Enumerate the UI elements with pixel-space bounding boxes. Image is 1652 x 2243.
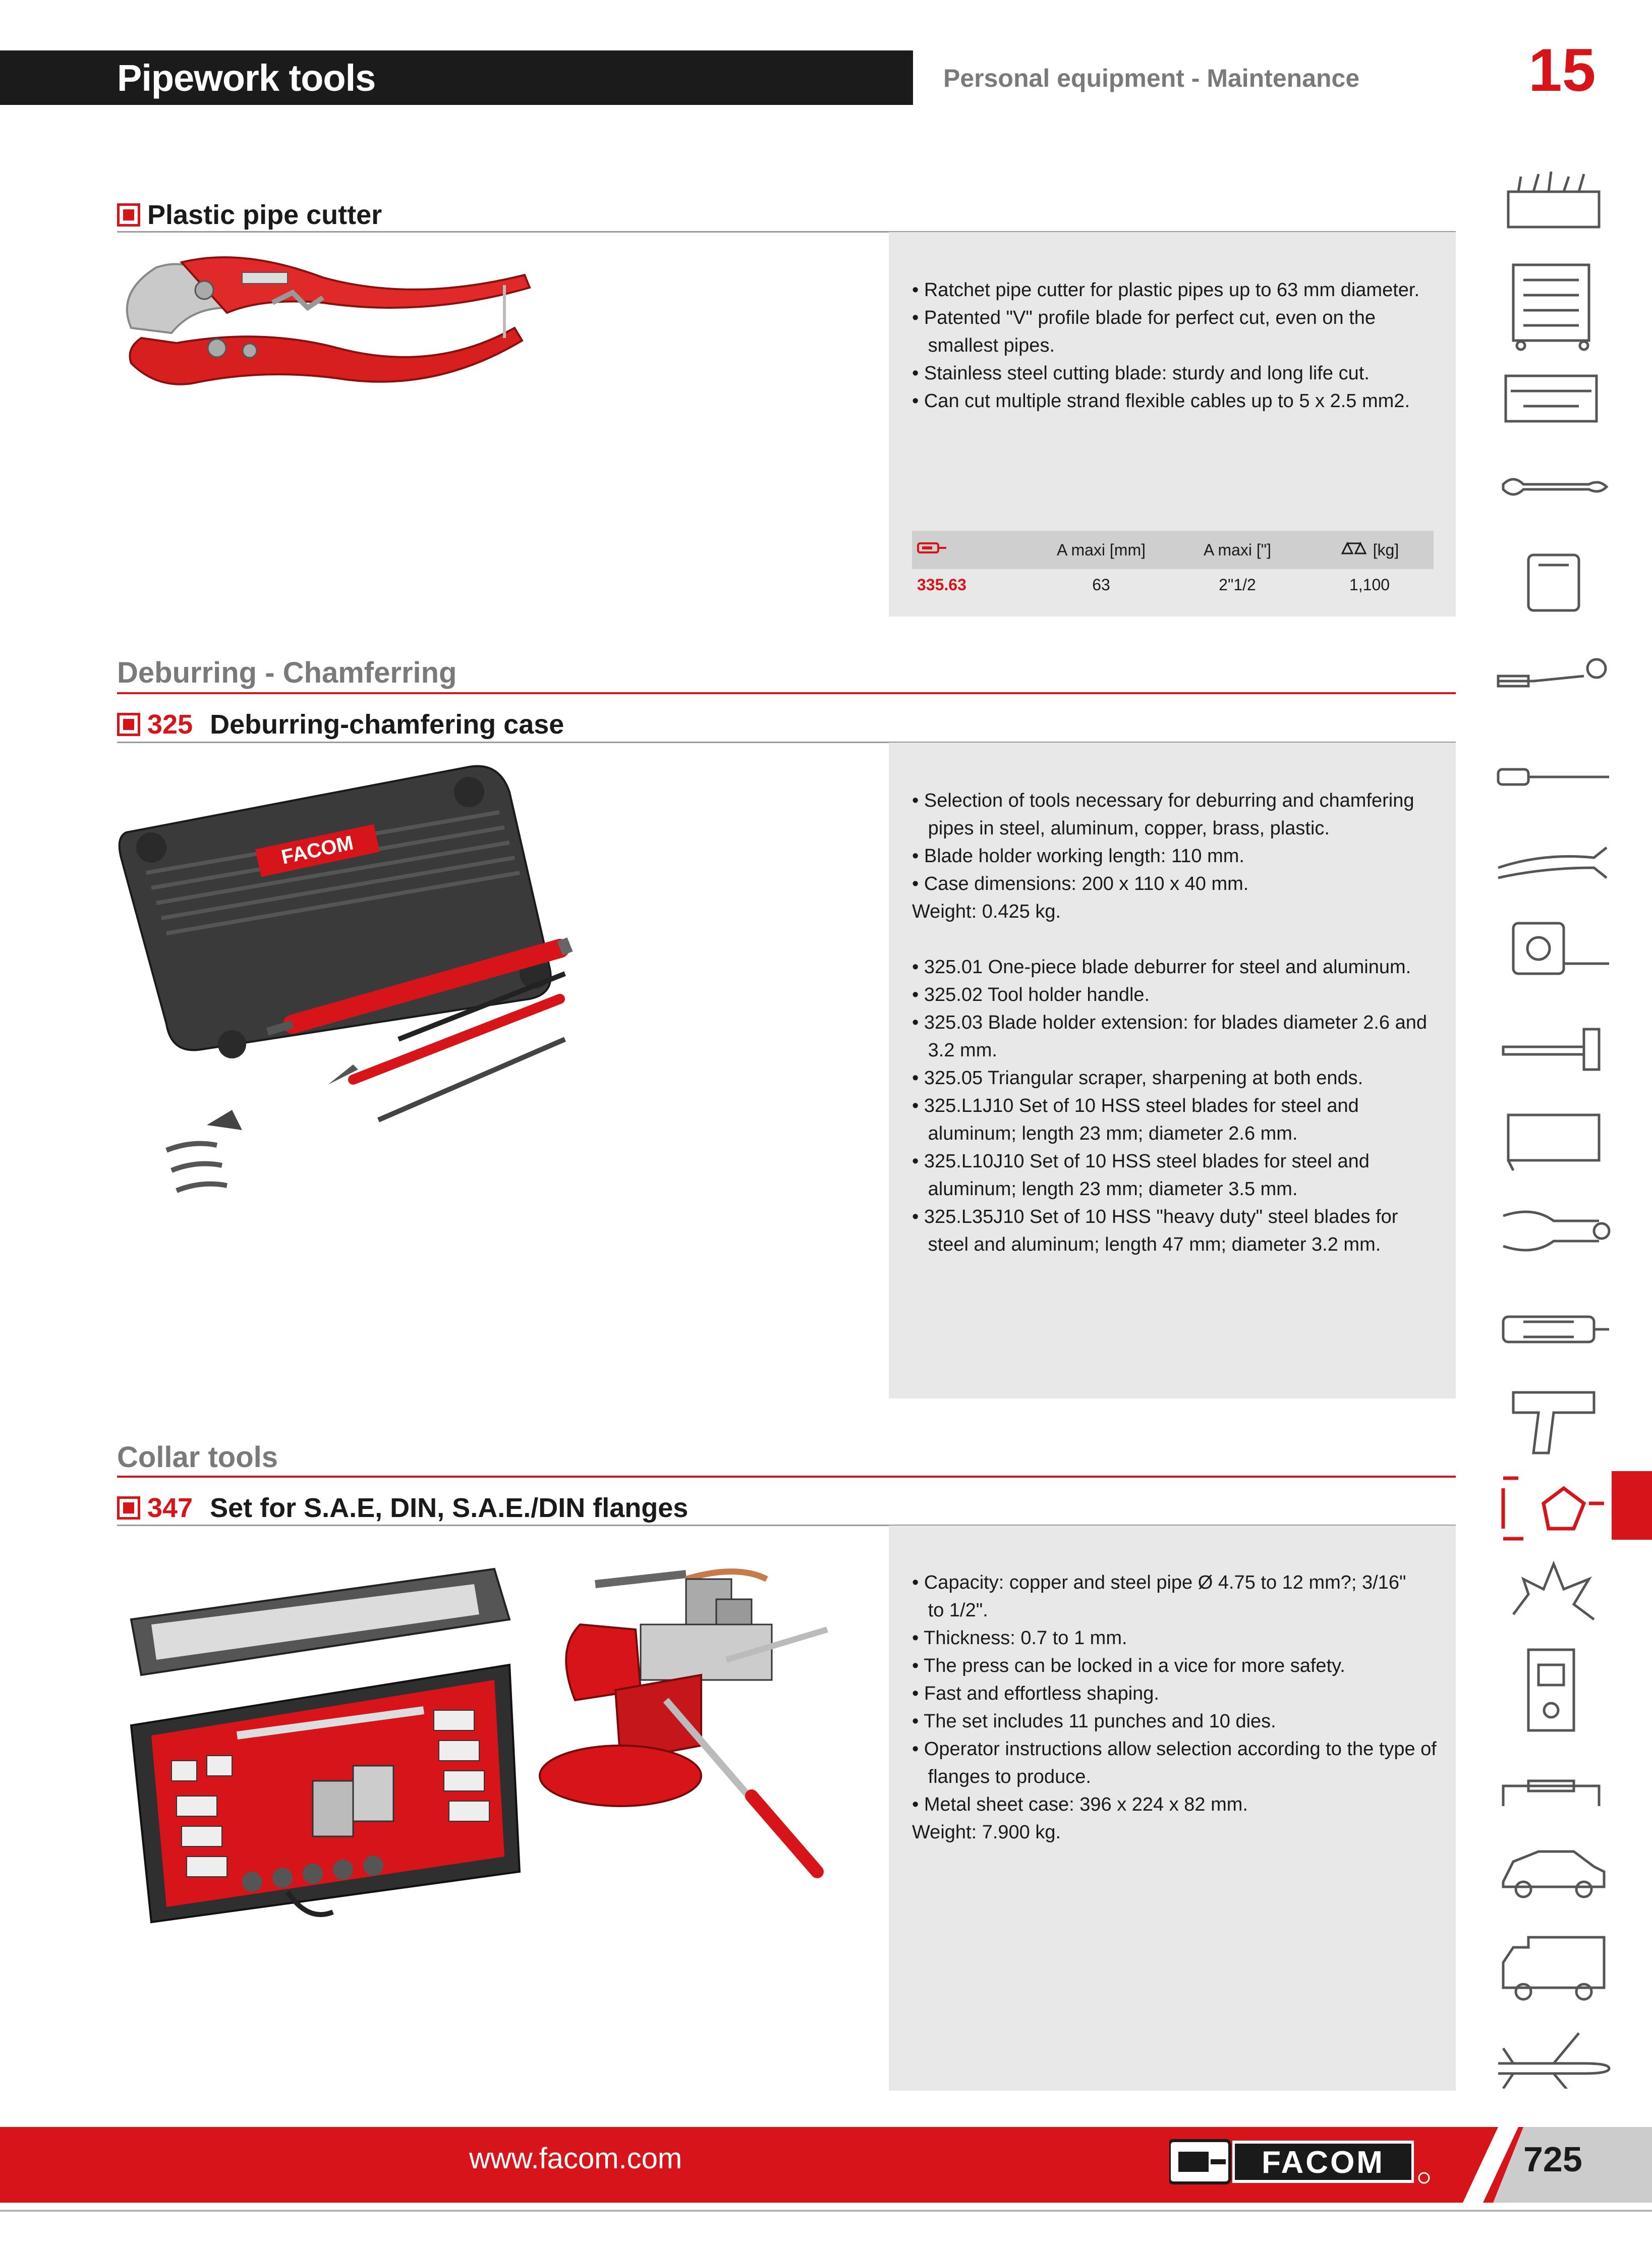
product-description — [912, 787, 1427, 1259]
desc-line: • Stainless steel cutting blade: sturdy and long life cut. — [912, 363, 1370, 384]
cell: 2"1/2 — [1219, 575, 1256, 594]
impact-wrench-icon — [1513, 1392, 1594, 1453]
sidebar-icons — [1493, 172, 1614, 2089]
tester-icon — [1503, 1317, 1609, 1342]
desc-line: 3.2 mm. — [912, 1040, 997, 1061]
category-heading: Deburring - Chamferring — [117, 656, 457, 689]
desc-line: • Capacity: copper and steel pipe Ø 4.75 to 12 mm?; 3/16" — [912, 1572, 1406, 1593]
desc-line: • 325.02 Tool holder handle. — [912, 984, 1150, 1005]
col-header: A maxi [mm] — [1056, 540, 1146, 559]
desc-line: • Fast and effortless shaping. — [912, 1683, 1159, 1704]
safety-icon — [1513, 1564, 1594, 1619]
category-divider — [117, 1476, 1456, 1478]
spec-table-header — [912, 531, 1434, 569]
collar-case-image — [121, 1559, 525, 1942]
product-description — [912, 276, 1419, 415]
electrical-icon — [1528, 1650, 1574, 1730]
scale-icon — [1340, 540, 1369, 555]
desc-line: • Selection of tools necessary for deburring and chamfering — [912, 790, 1414, 811]
product-heading-cutter — [117, 199, 382, 231]
product-title: Deburring-chamfering case — [210, 709, 564, 740]
pipe-cutter-image — [111, 247, 555, 409]
sidebar-active-marker — [1612, 1471, 1652, 1540]
desc-line: to 1/2". — [912, 1600, 988, 1621]
drawer-icon — [1506, 376, 1597, 421]
bullet-square-icon — [117, 713, 140, 736]
table-row — [912, 569, 1434, 600]
desc-line: • The press can be locked in a vice for more safety. — [912, 1655, 1345, 1676]
cell: 63 — [1092, 575, 1110, 594]
col-header: A maxi ["] — [1203, 540, 1272, 559]
tape-measure-icon — [1513, 923, 1609, 974]
product-code: 347 — [147, 1493, 193, 1523]
footer-url[interactable]: www.facom.com — [469, 2142, 682, 2175]
desc-line: • 325.03 Blade holder extension: for blades diameter 2.6 and — [912, 1012, 1427, 1033]
desc-line: flanges to produce. — [912, 1766, 1091, 1787]
socket-icon — [1528, 555, 1579, 610]
category-divider — [117, 692, 1456, 694]
desc-line: • 325.L1J10 Set of 10 HSS steel blades for steel and — [912, 1095, 1359, 1116]
footer-rule — [0, 2210, 1652, 2212]
vice-pipe-icon — [1503, 1478, 1604, 1539]
desc-line: • The set includes 11 punches and 10 dies. — [912, 1711, 1276, 1732]
handle-icon — [1503, 1781, 1599, 1806]
desc-line: smallest pipes. — [912, 335, 1055, 356]
airplane-icon — [1498, 2033, 1609, 2089]
cell-reference: 335.63 — [917, 575, 966, 594]
chapter-number: 15 — [1528, 36, 1596, 104]
desc-line: • Metal sheet case: 396 x 224 x 82 mm. — [912, 1794, 1248, 1815]
category-heading: Collar tools — [117, 1441, 278, 1474]
desc-line: Weight: 0.425 kg. — [912, 901, 1061, 922]
case-brand-label: FACOM — [279, 831, 356, 869]
car-icon — [1503, 1852, 1604, 1897]
desc-line: • Case dimensions: 200 x 110 x 40 mm. — [912, 873, 1249, 894]
ratchet-icon — [1498, 659, 1606, 686]
hacksaw-icon — [1508, 1115, 1599, 1170]
desc-line: • Can cut multiple strand flexible cables up to 5 x 2.5 mm2. — [912, 390, 1410, 412]
bullet-square-icon — [117, 1496, 140, 1520]
tool-box-icon — [1508, 172, 1599, 227]
facom-logo — [1169, 2137, 1432, 2187]
desc-line: Weight: 7.900 kg. — [912, 1822, 1061, 1843]
desc-line: aluminum; length 23 mm; diameter 2.6 mm. — [912, 1123, 1298, 1144]
desc-line: • Operator instructions allow selection according to the type of — [912, 1739, 1437, 1760]
col-header-weight — [1305, 540, 1434, 559]
reference-icon — [912, 540, 1033, 559]
product-title: Plastic pipe cutter — [147, 200, 382, 230]
product-code: 325 — [147, 709, 193, 740]
bullet-square-icon — [117, 203, 140, 227]
screwdriver-icon — [1498, 769, 1609, 784]
desc-line: • Ratchet pipe cutter for plastic pipes up to 63 mm diameter. — [912, 279, 1420, 301]
puller-icon — [1503, 1212, 1609, 1250]
deburring-case-image — [116, 757, 620, 1211]
desc-line: • 325.L10J10 Set of 10 HSS steel blades for steel and — [912, 1151, 1370, 1172]
page-number: 725 — [1523, 2140, 1582, 2179]
col-header-label: [kg] — [1373, 541, 1399, 559]
spec-table — [912, 531, 1434, 600]
logo-text: FACOM — [1262, 2145, 1385, 2180]
desc-line: • 325.05 Triangular scraper, sharpening at both ends. — [912, 1068, 1363, 1089]
desc-line: • Thickness: 0.7 to 1 mm. — [912, 1628, 1127, 1649]
section-title: Personal equipment - Maintenance — [943, 64, 1360, 92]
desc-line: • Patented "V" profile blade for perfect cut, even on the — [912, 307, 1376, 328]
page-title: Pipework tools — [117, 57, 376, 99]
desc-line — [912, 926, 1427, 954]
product-heading-347 — [117, 1492, 688, 1524]
desc-line: • 325.L35J10 Set of 10 HSS "heavy duty" steel blades for — [912, 1206, 1398, 1227]
cell: 1,100 — [1349, 575, 1390, 594]
desc-line: aluminum; length 23 mm; diameter 3.5 mm. — [912, 1179, 1298, 1200]
vice-press-image — [535, 1559, 878, 1912]
wrench-icon — [1503, 479, 1607, 494]
hammer-icon — [1503, 1029, 1599, 1070]
truck-icon — [1503, 1937, 1604, 1999]
desc-line: • 325.01 One-piece blade deburrer for steel and aluminum. — [912, 957, 1411, 978]
desc-line: pipes in steel, aluminum, copper, brass, plastic. — [912, 818, 1330, 839]
product-title: Set for S.A.E, DIN, S.A.E./DIN flanges — [210, 1493, 689, 1523]
desc-line: steel and aluminum; length 47 mm; diameter 3.2 mm. — [912, 1234, 1381, 1255]
product-description — [912, 1569, 1437, 1846]
pliers-icon — [1498, 848, 1607, 878]
tool-cabinet-icon — [1513, 265, 1589, 350]
product-heading-325 — [117, 709, 564, 740]
desc-line: • Blade holder working length: 110 mm. — [912, 846, 1244, 867]
